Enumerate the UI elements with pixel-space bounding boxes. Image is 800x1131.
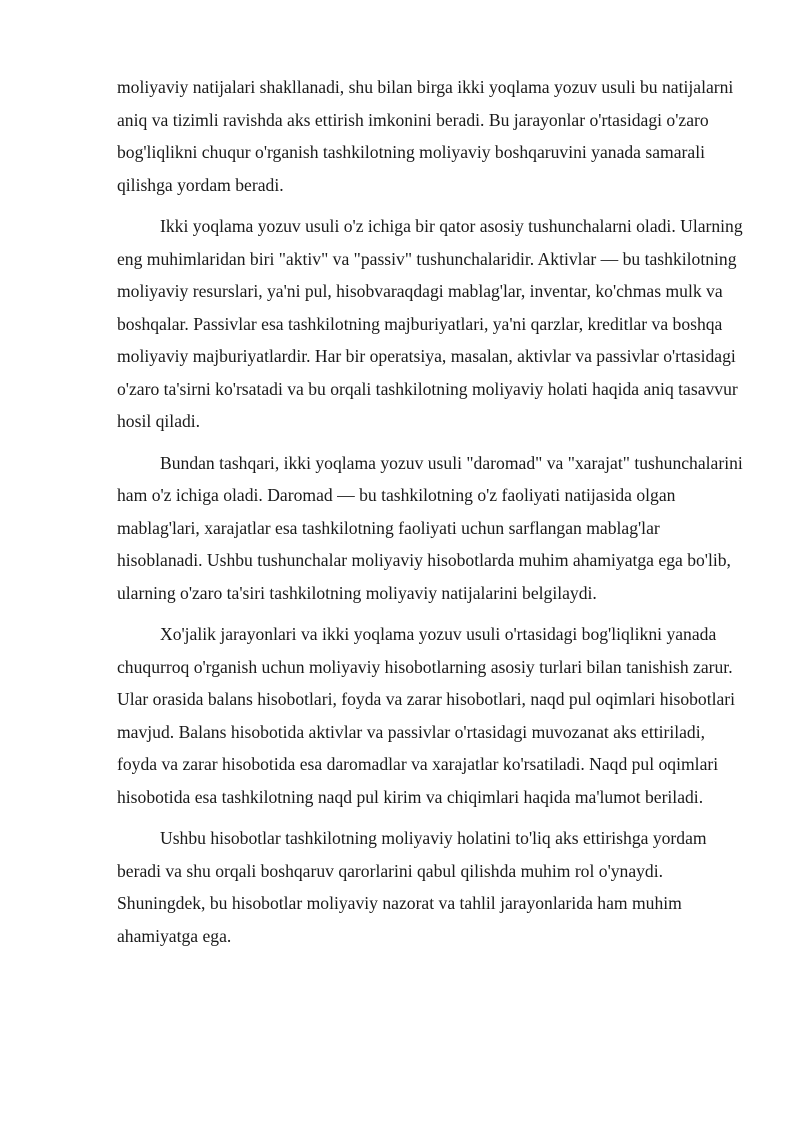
paragraph-income-expense: Bundan tashqari, ikki yoqlama yozuv usuli "daromad" va "xarajat" tushunchalarini ham o'z ichiga oladi. Daromad — bu tashkilotning o'z faoliyati natijasida olgan mablag'lari, xarajatlar esa tashkilotning faoliyati uchun sarflangan mablag'lar hisoblanadi. Ushbu tushunchalar moliyaviy hisobotlarda muhim ahamiyatga ega bo'lib, ularning o'zaro ta'siri tashkilotning moliyaviy natijalarini belgilaydi. [117, 452, 743, 603]
paragraph-financial-reports: Xo'jalik jarayonlari va ikki yoqlama yozuv usuli o'rtasidagi bog'liqlikni yanada chuqurroq o'rganish uchun moliyaviy hisobotlarning asosiy turlari bilan tanishish zarur. Ular orasida balans hisobotlari, foyda va zarar hisobotlari, naqd pul oqimlari hisobotlari mavjud. Balans hisobotida aktivlar va passivlar o'rtasidagi muvozanat aks ettiriladi, foyda va zarar hisobotida esa daromadlar va xarajatlar ko'rsatiladi. Naqd pul oqimlari hisobotida esa tashkilotning naqd pul kirim va chiqimlari haqida ma'lumot beriladi. [117, 624, 736, 807]
document-body [117, 71, 743, 961]
paragraph-assets-liabilities: Ikki yoqlama yozuv usuli o'z ichiga bir qator asosiy tushunchalarni oladi. Ularning eng muhimlaridan biri "aktiv" va "passiv" tushunchalaridir. Aktivlar — bu tashkilotning moliyaviy resurslari, ya'ni pul, hisobvaraqdagi mablag'lar, inventar, ko'chmas mulk va boshqalar. Passivlar esa tashkilotning majburiyatlari, ya'ni qarzlar, kreditlar va boshqa moliyaviy majburiyatlardir. Har bir operatsiya, masalan, aktivlar va passivlar o'rtasidagi o'zaro ta'sirni ko'rsatadi va bu orqali tashkilotning moliyaviy holati haqida aniq tasavvur hosil qiladi. [117, 216, 743, 431]
paragraph-continued: moliyaviy natijalari shakllanadi, shu bilan birga ikki yoqlama yozuv usuli bu natijalarni aniq va tizimli ravishda aks ettirish imkonini beradi. Bu jarayonlar o'rtasidagi o'zaro bog'liqlikni chuqur o'rganish tashkilotning moliyaviy boshqaruvini yanada samarali qilishga yordam beradi. [117, 77, 734, 195]
paragraph-reports-role: Ushbu hisobotlar tashkilotning moliyaviy holatini to'liq aks ettirishga yordam beradi va shu orqali boshqaruv qarorlarini qabul qilishda muhim rol o'ynaydi. Shuningdek, bu hisobotlar moliyaviy nazorat va tahlil jarayonlarida ham muhim ahamiyatga ega. [117, 828, 707, 946]
